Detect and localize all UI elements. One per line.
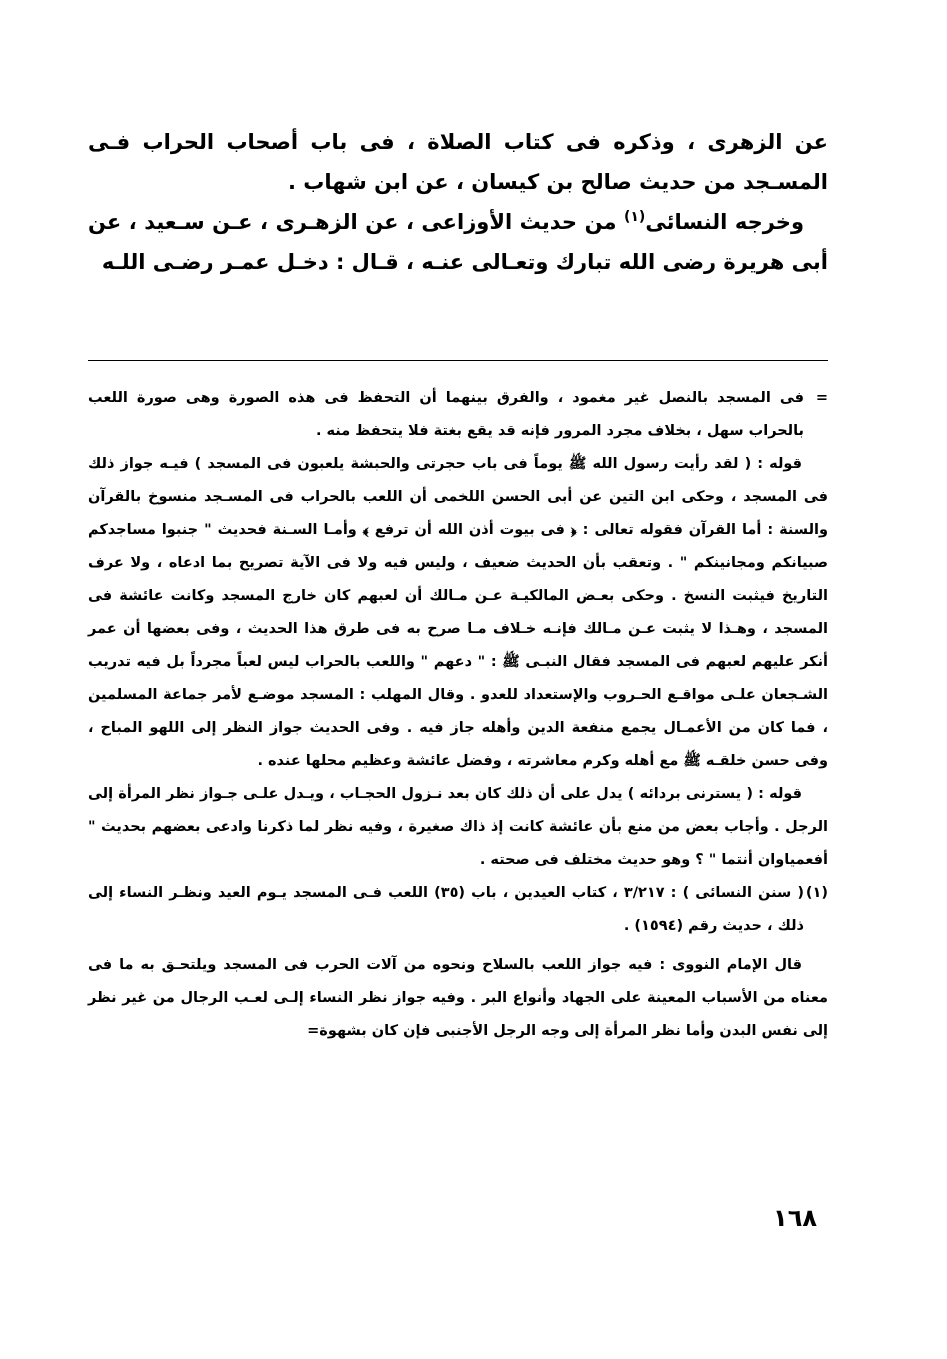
footnote-continuation: [88, 382, 828, 448]
footnotes-section: [88, 382, 828, 1048]
page-number: ١٦٨: [773, 1204, 817, 1232]
footnote-continuation-text: فى المسجد بالنصل غير مغمود ، والفرق بينهما أن التحفظ فى هذه الصورة وهى صورة اللعب بالحراب سهل ، بخلاف مجرد المرور فإنه قد يقع بغتة فلا يتحفظ منه .: [88, 390, 804, 439]
footnote-1-text: ( سنن النسائى ) : ٣/٢١٧ ، كتاب العيدين ، باب (٣٥) اللعب فـى المسجد يـوم العيد ونظـر النساء إلى ذلك ، حديث رقم (١٥٩٤) .: [88, 885, 804, 934]
commentary-paragraph-2: قوله : ( يسترنى بردائه ) يدل على أن ذلك كان بعد نـزول الحجـاب ، ويـدل علـى جـواز نظر المرأة إلى الرجل . وأجاب بعض من منع بأن عائشة كانت إذ ذاك صغيرة ، وفيه نظر لما ذكرنا وادعى بعضهم بحديث " أفعمياوان أنتما " ؟ وهو حديث مختلف فى صحته .: [88, 786, 828, 868]
main-paragraph-2-start: وخرجه النسائى: [645, 210, 804, 234]
commentary-paragraph-1: قوله : ( لقد رأيت رسول الله ﷺ يوماً فى باب حجرتى والحبشة يلعبون فى المسجد ) فيـه جواز ذلك فى المسجد ، وحكى ابن التين عن أبى الحسن اللخمى أن اللعب بالحراب فى المسـجد منسوخ بالقرآن والسنة : أما القرآن فقوله تعالى : ﴿ فى بيوت أذن الله أن ترفع ﴾ وأمـا السـنة فحديث " جنبوا مساجدكم صبيانكم ومجانينكم " . وتعقب بأن الحديث ضعيف ، وليس فيه ولا فى الآية تصريح بما ادعاه ، ولا عرف التاريخ فيثبت النسخ . وحكى بعـض المالكيـة عـن مـالك أن لعبهم كان خارج المسجد وكانت عائشة فى المسجد ، وهـذا لا يثبت عـن مـالك فإنـه خـلاف مـا صرح به فى طرق هذا الحديث ، وفى بعضها أن عمر أنكر عليهم لعبهم فى المسجد فقال النبـى ﷺ : " دعهم " واللعب بالحراب ليس لعباً مجرداً بل فيه تدريب الشـجعان علـى مواقـع الحـروب والإستعداد للعدو . وقال المهلب : المسجد موضـع لأمر جماعة المسلمين ، فما كان من الأعمـال يجمع منفعة الدين وأهله جاز فيه . وفى الحديث جواز النظر إلى اللهو المباح ، وفى حسن خلقـه ﷺ مع أهله وكرم معاشرته ، وفضل عائشة وعظيم محلها عنده .: [88, 456, 828, 769]
main-text: [88, 122, 828, 282]
footnote-1-marker: (١): [805, 885, 828, 901]
main-paragraph-1: عن الزهرى ، وذكره فى كتاب الصلاة ، فى باب أصحاب الحراب فـى المسـجد من حديث صالح بن كيسان ، عن ابن شهاب .: [88, 130, 828, 194]
commentary-paragraph-3: قال الإمام النووى : فيه جواز اللعب بالسلاح ونحوه من آلات الحرب فى المسجد ويلتحـق به ما فى معناه من الأسباب المعينة على الجهاد وأنواع البر . وفيه جواز نظر النساء إلـى لعـب الرجال من غير نظر إلى نفس البدن وأما نظر المرأة إلى وجه الرجل الأجنبى فإن كان بشهوة=: [88, 957, 828, 1039]
main-paragraph-2: [88, 202, 828, 282]
footnote-1: [88, 877, 828, 943]
main-paragraph-2-rest: من حديث الأوزاعى ، عن الزهـرى ، عـن سـعيد ، عن أبى هريرة رضى الله تبارك وتعـالى عنـه ، قـال : دخـل عمـر رضـى اللـه: [88, 210, 828, 274]
footnote-reference: (١): [623, 209, 646, 225]
continuation-marker: =: [815, 390, 828, 406]
footnote-divider: [88, 360, 828, 361]
